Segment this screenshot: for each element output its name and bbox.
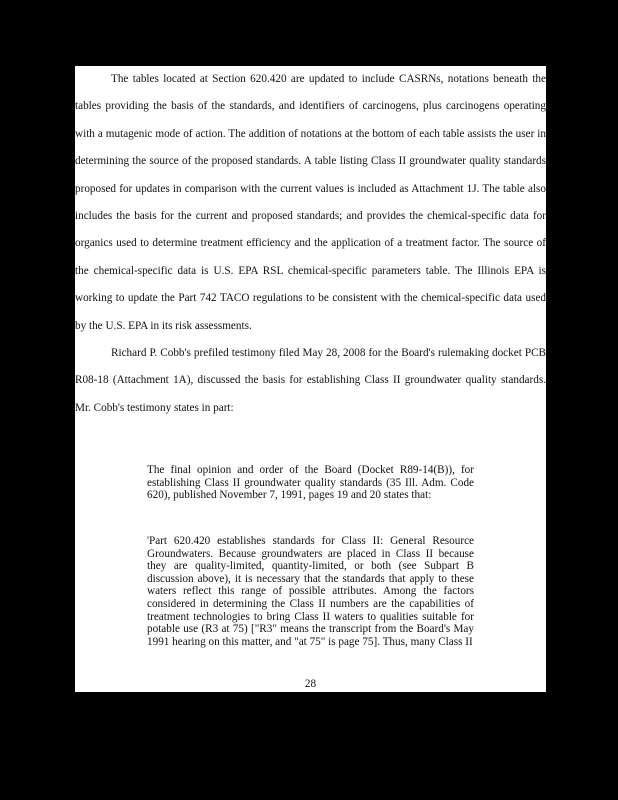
block-quote-board-order: The final opinion and order of the Board (Docket R89-14(B)), for establishing Class II groundwater quality standards (35 Ill. Adm. Code 620), published November 7, 1991, pages 19 and 20 states that: <box>147 464 474 502</box>
paragraph-attachment-notes: The tables located at Section 620.420 are updated to include CASRNs, notations beneath the tables providing the basis of the standards, and identifiers of carcinogens, plus carcinogens operating with a mutagenic mode of action. The addition of notations at the bottom of each table assists the user in determining the source of the proposed standards. A table listing Class II groundwater quality standards proposed for updates in comparison with the current values is included as Attachment 1J. The table also includes the basis for the current and proposed standards; and provides the chemical-specific data for organics used to determine treatment efficiency and the application of a treatment factor. The source of the chemical-specific data is U.S. EPA RSL chemical-specific parameters table. The Illinois EPA is working to update the Part 742 TACO regulations to be consistent with the chemical-specific data used by the U.S. EPA in its risk assessments. <box>75 73 546 332</box>
body-text <box>75 66 546 422</box>
document-page <box>75 66 546 692</box>
paragraph-cobb-testimony: Richard P. Cobb's prefiled testimony filed May 28, 2008 for the Board's rulemaking docket PCB R08-18 (Attachment 1A), discussed the basis for establishing Class II groundwater quality standards. Mr. Cobb's testimony states in part: <box>75 347 546 414</box>
block-quote-part-620: 'Part 620.420 establishes standards for Class II: General Resource Groundwaters. Because groundwaters are placed in Class II because they are quality-limited, quantity-limited, or both (see Subpart B discussion above), it is necessary that the standards that apply to these waters reflect this range of possible attributes. Among the factors considered in determining the Class II numbers are the capabilities of treatment technologies to bring Class II waters to qualities suitable for potable use (R3 at 75) ["R3" means the transcript from the Board's May 1991 hearing on this matter, and "at 75" is page 75]. Thus, many Class II <box>147 535 474 648</box>
page-number: 28 <box>304 678 317 690</box>
